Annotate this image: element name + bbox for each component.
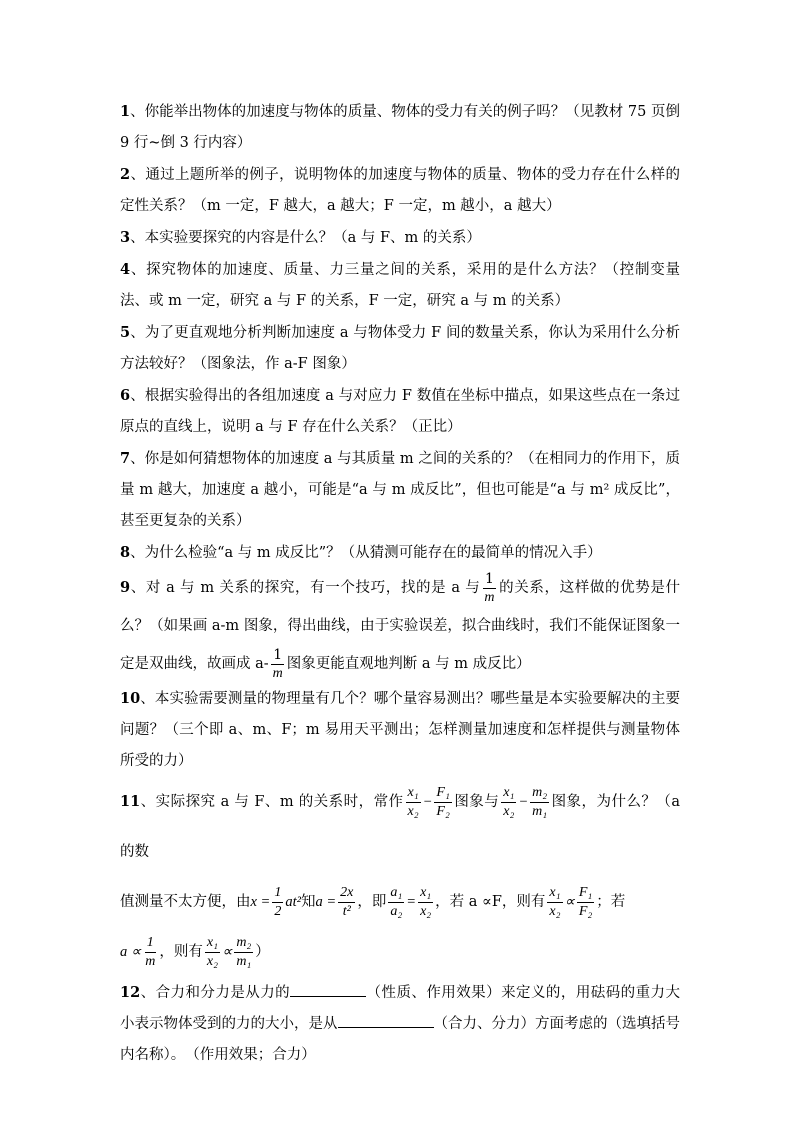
question-text: ，若 a ∝F，则有	[435, 894, 546, 910]
question-text: 、对 a 与 m 关系的探究，有一个技巧，找的是 a 与	[130, 580, 481, 596]
question-text: 、本实验要探究的内容是什么？（a 与 F、m 的关系）	[130, 230, 481, 246]
question-text: 值测量不太方便，由	[120, 894, 251, 910]
question-text: （合力、分力）方面考虑的（选填括号内名称）。 （作用效果；合力）	[120, 1016, 680, 1063]
question-text: 图象，为什么？（a 的数	[120, 794, 681, 860]
question-7	[120, 443, 680, 537]
question-text: ，即	[357, 894, 387, 910]
question-text: 的关系，这样做的优势是什么？（如果画 a-m 图象，得出曲线，由于实验误差，拟合曲线时，我们不能保证图象一定是双曲线，故画成 a-	[120, 580, 680, 672]
question-4	[120, 254, 680, 317]
question-text: 图象与	[453, 794, 500, 810]
question-text: 、本实验需要测量的物理量有几个？哪个量容易测出？哪些量是本实验要解决的主要问题？（三个即 a、m、F；m 易用天平测出；怎样测量加速度和怎样提供与测量物体所受的力）	[120, 691, 680, 769]
question-number: 9	[120, 579, 131, 596]
fraction-one-half: $\frac{1}{2}$	[274, 884, 282, 919]
fraction-x1-x2: $\frac{\text{x₁}}{\text{x₂}}$	[549, 884, 561, 919]
question-text: 、实际探究 a 与 F、m 的关系时，常作	[140, 794, 404, 810]
fraction-x1-x2: $\frac{\text{x₁}}{\text{x₂}}$	[420, 884, 432, 919]
question-text: 、为了更直观地分析判断加速度 a 与物体受力 F 间的数量关系，你认为采用什么分析方法较好？（图象法，作 a-F 图象）	[120, 325, 680, 372]
fraction-2x-t2: $\frac{2x}{\text{t²}}$	[340, 884, 354, 919]
question-number: 11	[120, 793, 141, 810]
question-number: 2	[120, 166, 131, 183]
question-number: 12	[120, 984, 141, 1001]
question-number: 5	[120, 324, 131, 341]
question-text: 、为什么检验“a 与 m 成反比”？（从猜测可能存在的最简单的情况入手）	[130, 545, 602, 561]
fraction-x1-x2: $\frac{\text{x₁}}{\text{x₂}}$	[407, 784, 419, 819]
fraction-m2-m1: $\frac{\text{m₂}}{\text{m₁}}$	[236, 934, 252, 969]
question-text: 、根据实验得出的各组加速度 a 与对应力 F 数值在坐标中描点，如果这些点在一条过原点的直线上，说明 a 与 F 存在什么关系？（正比）	[120, 388, 680, 435]
a-proportional: a ∝	[120, 944, 142, 960]
question-3	[120, 222, 680, 254]
question-10	[120, 683, 680, 777]
question-text: 、探究物体的加速度、质量、力三量之间的关系，采用的是什么方法？（控制变量法、或 m 一定，研究 a 与 F 的关系，F 一定，研究 a 与 m 的关系）	[120, 262, 680, 309]
fraction-m2-m1: $\frac{\text{m₂}}{\text{m₁}}$	[532, 784, 548, 819]
question-6	[120, 380, 680, 443]
fraction-F1-F2: $\frac{\text{F₁}}{\text{F₂}}$	[436, 784, 450, 819]
question-1	[120, 96, 680, 159]
equation-x: x =	[250, 894, 271, 910]
question-5	[120, 317, 680, 380]
proportional-sign: ∝	[221, 944, 233, 960]
minus-sign: −	[518, 794, 529, 810]
question-number: 1	[120, 103, 131, 120]
question-text: （性质、作用效果）来定义的，用砝码的重力大小表示物体受到的力的大小，是从	[120, 985, 681, 1032]
question-text: 、合力和分力是从力的	[140, 985, 291, 1001]
question-number: 7	[120, 450, 131, 467]
minus-sign: −	[422, 794, 433, 810]
question-text: 、你能举出物体的加速度与物体的质量、物体的受力有关的例子吗？（见教材 75 页倒 9 行~倒 3 行内容）	[120, 104, 680, 151]
fraction-a1-a2: $\frac{\text{a₁}}{\text{a₂}}$	[390, 884, 403, 919]
fraction-F1-F2: $\frac{\text{F₁}}{\text{F₂}}$	[578, 884, 593, 919]
fraction-1-over-m: $\frac{1}{m}$	[145, 934, 156, 969]
question-text: ）	[255, 944, 270, 960]
question-8	[120, 537, 680, 569]
question-number: 8	[120, 544, 131, 561]
fraction-x1-x2: $\frac{\text{x₁}}{\text{x₂}}$	[206, 934, 218, 969]
fraction-x1-x2: $\frac{\text{x₁}}{\text{x₂}}$	[503, 784, 515, 819]
at-squared: at²	[285, 894, 301, 910]
question-11	[120, 777, 680, 977]
question-2	[120, 159, 680, 222]
question-number: 4	[120, 261, 131, 278]
proportional-sign: ∝	[564, 894, 575, 910]
fraction-1-over-m: $\frac{1}{m}$	[272, 646, 283, 681]
equals-sign: =	[406, 894, 417, 910]
equation-a: a =	[315, 894, 337, 910]
question-text: 图象更能直观地判断 a 与 m 成反比）	[286, 656, 531, 672]
question-text: 、你是如何猜想物体的加速度 a 与其质量 m 之间的关系的？（在相同力的作用下，质量 m 越大，加速度 a 越小，可能是“a 与 m 成反比”，但也可能是“a 与 m² 成反比”，甚至更复杂的关系）	[120, 451, 680, 529]
fill-in-blank-1[interactable]	[290, 982, 366, 997]
fill-in-blank-2[interactable]	[338, 1013, 434, 1028]
question-number: 3	[120, 229, 131, 246]
question-text: ，则有	[159, 944, 203, 960]
question-12	[120, 977, 680, 1071]
fraction-1-over-m: $\frac{1}{m}$	[484, 570, 495, 605]
question-number: 10	[120, 690, 141, 707]
question-text: ；若	[596, 894, 626, 910]
question-text: 知	[301, 894, 316, 910]
question-list	[120, 96, 680, 1071]
question-9	[120, 569, 680, 683]
question-number: 6	[120, 387, 131, 404]
question-text: 、通过上题所举的例子，说明物体的加速度与物体的质量、物体的受力存在什么样的定性关系？（m 一定，F 越大，a 越大；F 一定，m 越小，a 越大）	[120, 167, 680, 214]
